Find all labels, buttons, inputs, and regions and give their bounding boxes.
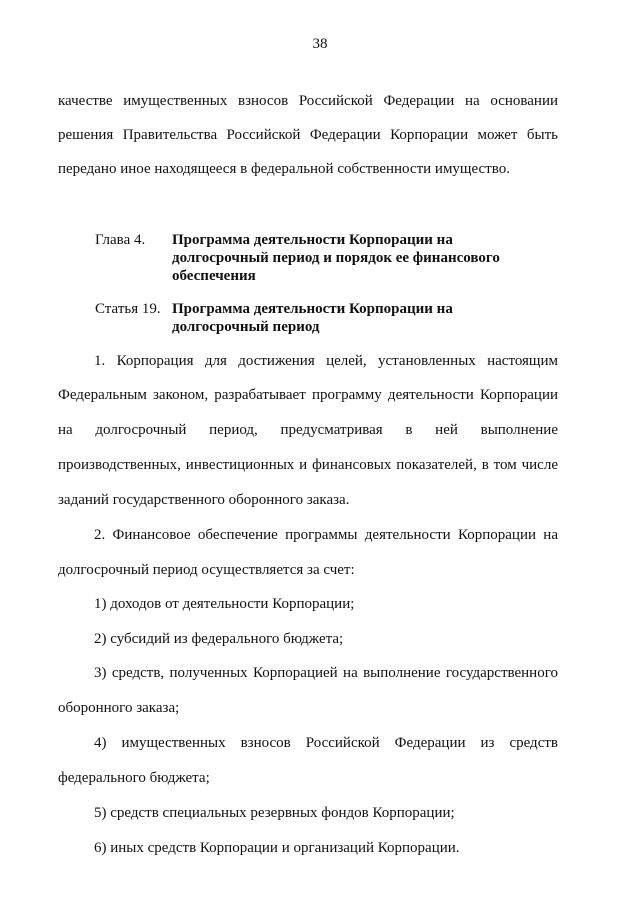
chapter-label: Глава 4. [95, 232, 146, 248]
list-item-3-line-1: 3) средств, полученных Корпорацией на выполнение государственного [94, 665, 558, 681]
clause2-line-1: 2. Финансовое обеспечение программы деятельности Корпорации на [94, 527, 558, 543]
clause1-line-1: 1. Корпорация для достижения целей, установленных настоящим [94, 353, 558, 369]
article-label: Статья 19. [95, 301, 161, 317]
list-item-5: 5) средств специальных резервных фондов Корпорации; [94, 805, 455, 821]
article-heading [95, 300, 535, 336]
intro-line-1: качестве имущественных взносов Российской Федерации на основании [58, 93, 558, 109]
list-item-2: 2) субсидий из федерального бюджета; [94, 631, 344, 647]
list-item-3-line-2: оборонного заказа; [58, 700, 180, 716]
clause1-line-3: на долгосрочный период, предусматривая в ней выполнение [58, 422, 558, 438]
clause1-line-5: заданий государственного оборонного заказа. [58, 492, 350, 508]
intro-line-2: решения Правительства Российской Федерации Корпорации может быть [58, 127, 558, 143]
list-item-4-line-1: 4) имущественных взносов Российской Федерации из средств [94, 735, 558, 751]
list-item-4-line-2: федерального бюджета; [58, 770, 210, 786]
list-item-1: 1) доходов от деятельности Корпорации; [94, 596, 355, 612]
page-number: 38 [312, 36, 328, 52]
intro-line-3: передано иное находящееся в федеральной собственности имущество. [58, 161, 510, 177]
clause2-line-2: долгосрочный период осуществляется за счет: [58, 562, 355, 578]
clause1-line-2: Федеральным законом, разрабатывает программу деятельности Корпорации [58, 387, 558, 403]
article-title: Программа деятельности Корпорации на долгосрочный период [172, 301, 453, 335]
chapter-heading [95, 231, 535, 285]
chapter-title: Программа деятельности Корпорации на долгосрочный период и порядок ее финансового обеспечения [172, 232, 500, 284]
list-item-6: 6) иных средств Корпорации и организаций Корпорации. [94, 840, 460, 856]
clause1-line-4: производственных, инвестиционных и финансовых показателей, в том числе [58, 457, 558, 473]
